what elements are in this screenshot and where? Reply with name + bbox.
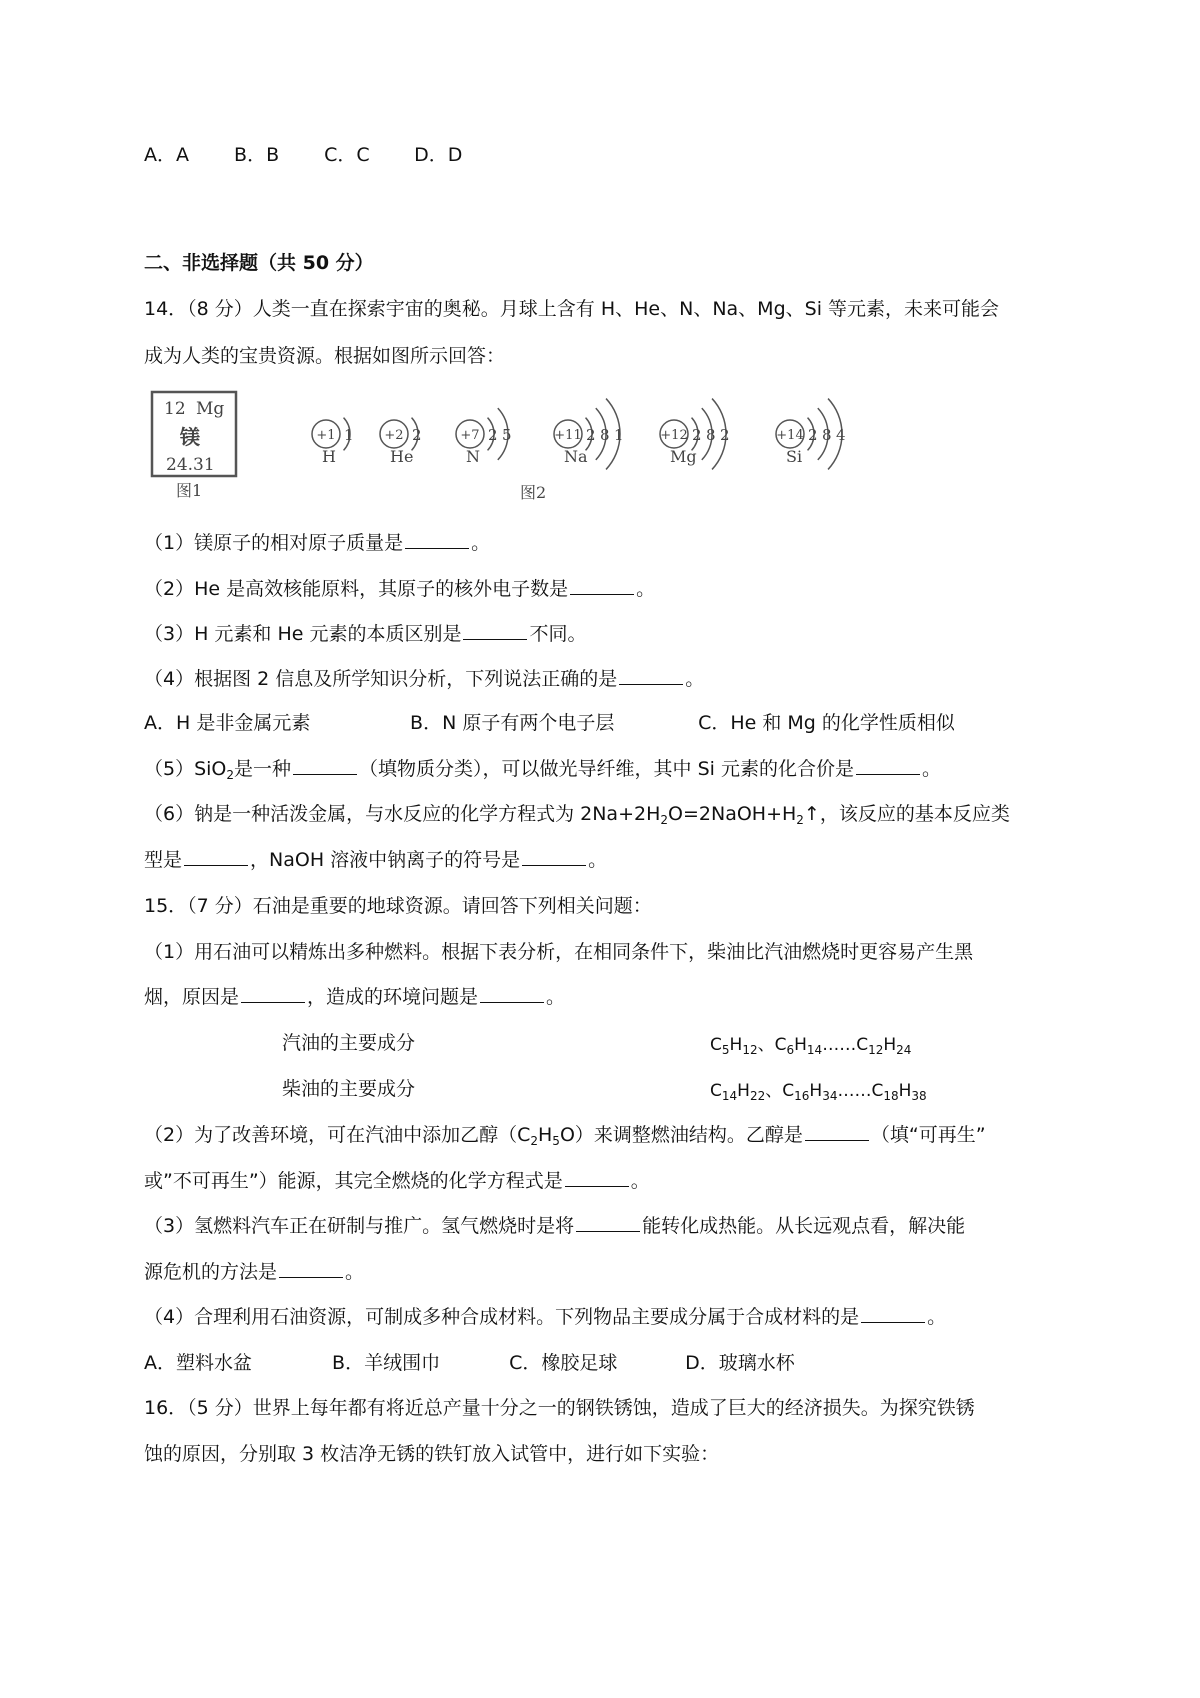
electron-count: 8 <box>822 426 832 444</box>
electron-count: 2 <box>720 426 730 444</box>
answer-blank[interactable] <box>279 1259 343 1278</box>
gasoline-label: 汽油的主要成分 <box>282 1032 416 1054</box>
atom-diagram-he <box>380 418 422 466</box>
option-b: B．N 原子有两个电子层 <box>410 712 615 734</box>
q14-part1: （1）镁原子的相对原子质量是 。 <box>144 532 491 554</box>
q16-stem-line2: 蚀的原因，分别取 3 枚洁净无锈的铁钉放入试管中，进行如下实验： <box>144 1443 720 1465</box>
electron-count: 1 <box>344 426 354 444</box>
option-b: B．B <box>234 144 280 166</box>
atom-diagram-si <box>776 399 846 470</box>
option-c: C．橡胶足球 <box>509 1352 618 1374</box>
element-label: Na <box>564 447 588 466</box>
q16-stem-line1: 16．（5 分）世界上每年都有将近总产量十分之一的钢铁锈蚀，造成了巨大的经济损失。为探究铁锈 <box>144 1397 975 1419</box>
option-d: D．玻璃水杯 <box>685 1352 795 1374</box>
answer-blank[interactable] <box>861 1304 925 1323</box>
q14-part6-line1: （6）钠是一种活泼金属，与水反应的化学方程式为 $2Na+2H_2O=2NaOH+H_2↑$，该反应的基本反应类 <box>144 803 1010 827</box>
figure2-caption: 图2 <box>520 483 547 500</box>
atom-structure-diagrams <box>312 399 846 470</box>
answer-blank[interactable] <box>522 847 586 866</box>
electron-count: 2 <box>808 426 818 444</box>
electron-count: 2 <box>412 426 422 444</box>
nuclear-charge: +2 <box>384 428 404 443</box>
option-c: C．He 和 Mg 的化学性质相似 <box>698 712 955 734</box>
nuclear-charge: +1 <box>316 428 336 443</box>
answer-blank[interactable] <box>405 530 469 549</box>
answer-blank[interactable] <box>480 984 544 1003</box>
answer-blank[interactable] <box>293 756 357 775</box>
q15-part4-options <box>144 1350 795 1376</box>
atom-diagram-mg <box>660 399 730 470</box>
option-c: C．C <box>324 144 370 166</box>
q14-part3: （3）H 元素和 He 元素的本质区别是 不同。 <box>144 623 587 645</box>
diesel-formula: $C_{14}H_{22}$、$C_{16}H_{34}\dots\dots C_{18}H_{38}$ <box>710 1081 927 1103</box>
answer-blank[interactable] <box>570 576 634 595</box>
q14-part2: （2）He 是高效核能原料，其原子的核外电子数是 。 <box>144 578 656 600</box>
electron-count: 8 <box>600 426 610 444</box>
q14-part4: （4）根据图 2 信息及所学知识分析，下列说法正确的是 。 <box>144 668 705 690</box>
periodic-table-cell <box>152 392 236 500</box>
q15-part1-line1: （1）用石油可以精炼出多种燃料。根据下表分析，在相同条件下，柴油比汽油燃烧时更容易产生黑 <box>144 941 974 963</box>
electron-count: 2 <box>692 426 702 444</box>
element-label: H <box>322 447 336 466</box>
element-label: He <box>390 447 414 466</box>
option-a: A．塑料水盆 <box>144 1352 252 1374</box>
q15-part1-line2: 烟，原因是 ，造成的环境问题是 。 <box>144 986 566 1008</box>
option-d: D．D <box>414 144 463 166</box>
q15-part2-line1: （2）为了改善环境，可在汽油中添加乙醇$(C_2H_5O)$来调整燃油结构。乙醇是 （填“可再生” <box>144 1124 986 1148</box>
q15-part3-line1: （3）氢燃料汽车正在研制与推广。氢气燃烧时是将 能转化成热能。从长远观点看，解决能 <box>144 1215 966 1237</box>
q15-part4: （4）合理利用石油资源，可制成多种合成材料。下列物品主要成分属于合成材料的是 。 <box>144 1306 947 1328</box>
electron-count: 2 <box>586 426 596 444</box>
q15-stem: 15．（7 分）石油是重要的地球资源。请回答下列相关问题： <box>144 895 652 917</box>
diesel-label: 柴油的主要成分 <box>282 1078 416 1100</box>
element-symbol: Mg <box>196 399 225 419</box>
atomic-number: 12 <box>164 399 186 419</box>
answer-blank[interactable] <box>565 1168 629 1187</box>
atomic-mass: 24.31 <box>166 455 215 475</box>
q14-part4-options <box>144 710 955 736</box>
electron-count: 4 <box>836 426 846 444</box>
electron-count: 2 <box>488 426 498 444</box>
q14-stem-line1: 14．（8 分）人类一直在探索宇宙的奥秘。月球上含有 H、He、N、Na、Mg、Si 等元素，未来可能会 <box>144 298 1000 320</box>
nuclear-charge: +12 <box>660 428 688 443</box>
option-b: B．羊绒围巾 <box>332 1352 441 1374</box>
answer-blank[interactable] <box>576 1213 640 1232</box>
q14-figures <box>140 388 880 500</box>
q15-part2-line2: 或”不可再生”）能源，其完全燃烧的化学方程式是 。 <box>144 1170 650 1192</box>
element-label: N <box>466 447 480 466</box>
figure1-caption: 图1 <box>176 481 203 500</box>
atom-diagram-h <box>312 418 354 466</box>
element-name: 镁 <box>180 425 200 449</box>
answer-blank[interactable] <box>805 1122 869 1141</box>
nuclear-charge: +11 <box>554 428 582 443</box>
answer-blank[interactable] <box>241 984 305 1003</box>
q14-stem-line2: 成为人类的宝贵资源。根据如图所示回答： <box>144 345 506 367</box>
nuclear-charge: +7 <box>460 428 480 443</box>
electron-count: 1 <box>614 426 624 444</box>
q14-part5: （5）SiO$_2$是一种 （填物质分类），可以做光导纤维，其中 Si 元素的化合价是 。 <box>144 758 941 782</box>
section-title: 二、非选择题（共 50 分） <box>144 252 374 274</box>
element-label: Si <box>786 447 803 466</box>
answer-blank[interactable] <box>184 847 248 866</box>
atom-diagram-n <box>456 408 512 466</box>
option-a: A．A <box>144 144 189 166</box>
element-label: Mg <box>670 447 697 466</box>
prev-question-options <box>144 142 462 168</box>
option-a: A．H 是非金属元素 <box>144 712 311 734</box>
nuclear-charge: +14 <box>776 428 804 443</box>
q15-part3-line2: 源危机的方法是 。 <box>144 1261 365 1283</box>
answer-blank[interactable] <box>856 756 920 775</box>
answer-blank[interactable] <box>619 666 683 685</box>
atom-diagram-na <box>554 399 624 470</box>
q14-part6-line2: 型是 ，NaOH 溶液中钠离子的符号是 。 <box>144 849 608 871</box>
electron-count: 8 <box>706 426 716 444</box>
gasoline-formula: $C_5H_{12}$、$C_6H_{14}\dots\dots C_{12}H_{24}$ <box>710 1035 912 1057</box>
electron-count: 5 <box>502 426 512 444</box>
answer-blank[interactable] <box>463 621 527 640</box>
